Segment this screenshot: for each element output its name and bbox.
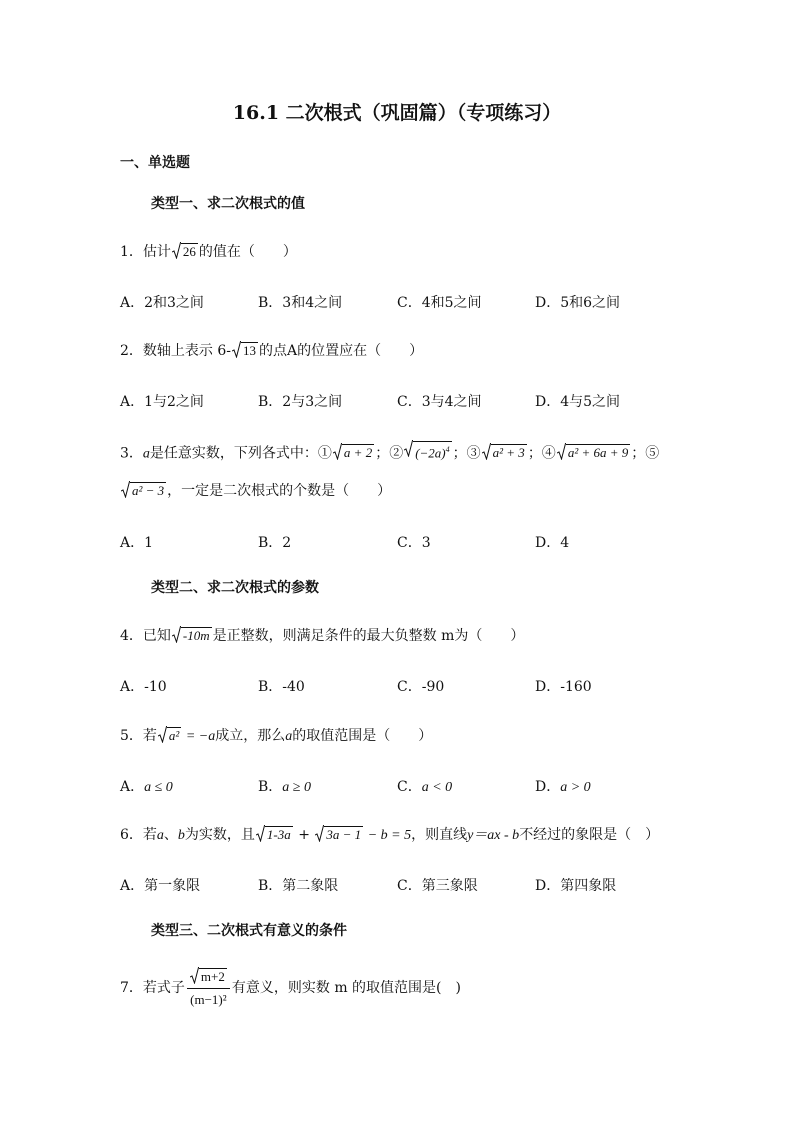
question-4: 4．已知 -10m 是正整数，则满足条件的最大负整数 m为（ ）	[120, 628, 525, 644]
sqrt-neg10m: -10m	[172, 627, 212, 644]
type-heading-2: 类型二、求二次根式的参数	[151, 580, 319, 596]
fraction: $\frac{m+2}{\text{(m−1)²}}$	[187, 967, 230, 1010]
q5-option-a: A．a ≤ 0	[120, 779, 173, 795]
question-5: 5．若 a² = −a成立，那么a的取值范围是（ ）	[120, 728, 433, 744]
q3-option-b: B．2	[258, 535, 292, 551]
sqrt-a2-minus-3: a² − 3	[121, 482, 166, 499]
q2-option-c: C．3与4之间	[397, 394, 482, 410]
q6-option-c: C．第三象限	[397, 878, 478, 894]
sqrt-1-3a: 1-3a	[256, 826, 293, 843]
q2-option-a: A．1与2之间	[120, 394, 204, 410]
type-heading-1: 类型一、求二次根式的值	[151, 196, 305, 212]
sqrt-a-plus-2: a + 2	[333, 444, 374, 461]
q6-option-b: B．第二象限	[258, 878, 339, 894]
sqrt-m-plus-2: m+2	[190, 968, 227, 985]
q2-prefix: 2．数轴上表示 6-	[120, 343, 231, 359]
sqrt-13: 13	[232, 342, 258, 359]
q5-option-c: C．a < 0	[397, 779, 453, 795]
page-title: 16.1 二次根式（巩固篇）（专项练习）	[232, 102, 562, 124]
question-3: 3．a是任意实数，下列各式中：① a + 2 ；② $(-2a)^4$ ；③ a² + 3 ；④ a² + 6a + 9 ；⑤	[120, 441, 659, 464]
q1-option-c: C．4和5之间	[397, 295, 482, 311]
q5-option-b: B．a ≥ 0	[258, 779, 311, 795]
sqrt-a2-plus-3: a² + 3	[482, 444, 527, 461]
question-3-cont: a² − 3 ，一定是二次根式的个数是（ ）	[120, 481, 391, 501]
sqrt-3a-1: 3a − 1	[315, 826, 363, 843]
q2-suffix: 的点A的位置应在（ ）	[259, 343, 424, 359]
question-1	[120, 242, 297, 262]
q1-option-a: A．2和3之间	[120, 295, 204, 311]
q4-option-b: B．-40	[258, 679, 305, 695]
question-6: 6．若a、b为实数，且 1-3a + 3a − 1 − b = 5，则直线y＝ax - b不经过的象限是（ ）	[120, 827, 660, 843]
question-7: 7．若式子 $\frac{m+2}{\text{(m−1)²}}$ 有意义，则实数 m 的取值范围是( )	[120, 966, 461, 1010]
q3-option-d: D．4	[535, 535, 570, 551]
section-heading: 一、单选题	[120, 155, 190, 171]
q6-option-d: D．第四象限	[535, 878, 617, 894]
q5-option-d: D．a > 0	[535, 779, 591, 795]
q6-option-a: A．第一象限	[120, 878, 201, 894]
q1-prefix: 1．估计	[120, 244, 171, 260]
q4-option-d: D．-160	[535, 679, 592, 695]
sqrt-neg2a-pow4: $(-2a)^4$	[404, 441, 451, 461]
q1-suffix: 的值在（ ）	[198, 244, 297, 260]
sqrt-26: 26	[172, 243, 198, 260]
q3-option-a: A．1	[120, 535, 154, 551]
q3-option-c: C．3	[397, 535, 431, 551]
q1-option-d: D．5和6之间	[535, 295, 621, 311]
type-heading-3: 类型三、二次根式有意义的条件	[151, 923, 347, 939]
q2-option-b: B．2与3之间	[258, 394, 343, 410]
q2-option-d: D．4与5之间	[535, 394, 621, 410]
q4-option-a: A．-10	[120, 679, 167, 695]
sqrt-a2: a²	[158, 727, 181, 744]
question-2	[120, 341, 423, 361]
q1-option-b: B．3和4之间	[258, 295, 343, 311]
sqrt-a2-6a-9: a² + 6a + 9	[557, 444, 630, 461]
q4-option-c: C．-90	[397, 679, 445, 695]
circled-1: ①	[317, 445, 332, 462]
